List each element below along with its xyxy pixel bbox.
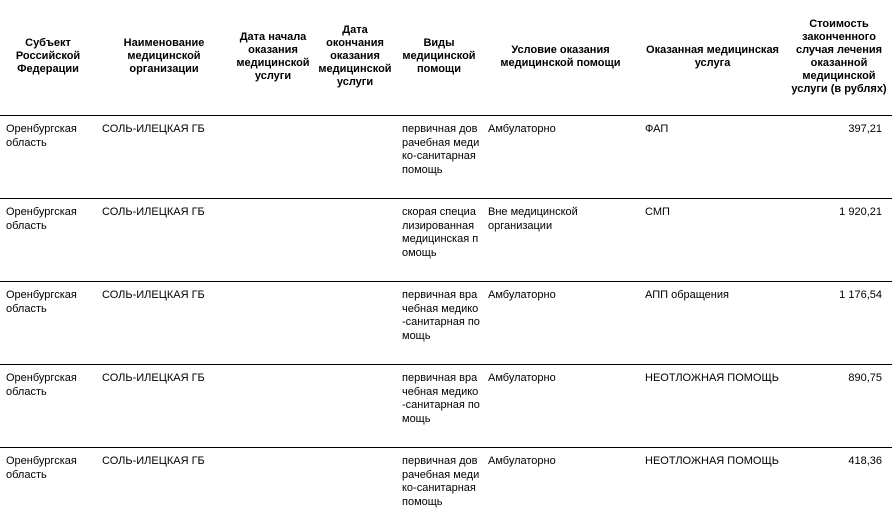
table-row [0,282,892,365]
cell-region: Оренбургская область [0,448,96,525]
cell-service: ФАП [639,116,786,199]
cell-service: СМП [639,199,786,282]
cell-date-start [232,365,314,448]
cell-service: АПП обращения [639,282,786,365]
cell-organization: СОЛЬ-ИЛЕЦКАЯ ГБ [96,448,232,525]
cell-date-end [314,116,396,199]
header-date-start: Дата начала оказания медицинской услуги [232,0,314,116]
table-row [0,365,892,448]
cell-date-start [232,199,314,282]
cell-condition: Амбулаторно [482,365,639,448]
cell-region: Оренбургская область [0,116,96,199]
cell-date-end [314,365,396,448]
cell-date-start [232,116,314,199]
cell-organization: СОЛЬ-ИЛЕЦКАЯ ГБ [96,116,232,199]
cell-care-type: первичная врачебная медико-санитарная помощь [396,282,482,365]
header-care-type: Виды медицинской помощи [396,0,482,116]
cell-care-type: первичная врачебная медико-санитарная помощь [396,365,482,448]
cell-cost: 1 920,21 [786,199,892,282]
cell-cost: 397,21 [786,116,892,199]
cell-date-start [232,448,314,525]
cell-condition: Вне медицинской организации [482,199,639,282]
header-condition: Условие оказания медицинской помощи [482,0,639,116]
header-cost: Стоимость законченного случая лечения оказанной медицинской услуги (в рублях) [786,0,892,116]
cell-care-type: первичная доврачебная медико-санитарная помощь [396,116,482,199]
cell-date-end [314,282,396,365]
cell-condition: Амбулаторно [482,116,639,199]
header-region: Субъект Российской Федерации [0,0,96,116]
cell-cost: 418,36 [786,448,892,525]
cell-date-end [314,199,396,282]
cell-condition: Амбулаторно [482,282,639,365]
cell-cost: 890,75 [786,365,892,448]
header-date-end: Дата окончания оказания медицинской услуги [314,0,396,116]
cell-organization: СОЛЬ-ИЛЕЦКАЯ ГБ [96,365,232,448]
table-row [0,116,892,199]
cell-date-start [232,282,314,365]
header-service: Оказанная медицинская услуга [639,0,786,116]
cell-region: Оренбургская область [0,199,96,282]
cell-organization: СОЛЬ-ИЛЕЦКАЯ ГБ [96,199,232,282]
cell-care-type: первичная доврачебная медико-санитарная помощь [396,448,482,525]
cell-cost: 1 176,54 [786,282,892,365]
cell-date-end [314,448,396,525]
cell-region: Оренбургская область [0,282,96,365]
cell-organization: СОЛЬ-ИЛЕЦКАЯ ГБ [96,282,232,365]
table-row [0,448,892,525]
cell-care-type: скорая специализированная медицинская помощь [396,199,482,282]
header-organization: Наименование медицинской организации [96,0,232,116]
cell-service: НЕОТЛОЖНАЯ ПОМОЩЬ [639,448,786,525]
cell-service: НЕОТЛОЖНАЯ ПОМОЩЬ [639,365,786,448]
cell-condition: Амбулаторно [482,448,639,525]
table-header-row [0,0,892,116]
table-row [0,199,892,282]
cell-region: Оренбургская область [0,365,96,448]
